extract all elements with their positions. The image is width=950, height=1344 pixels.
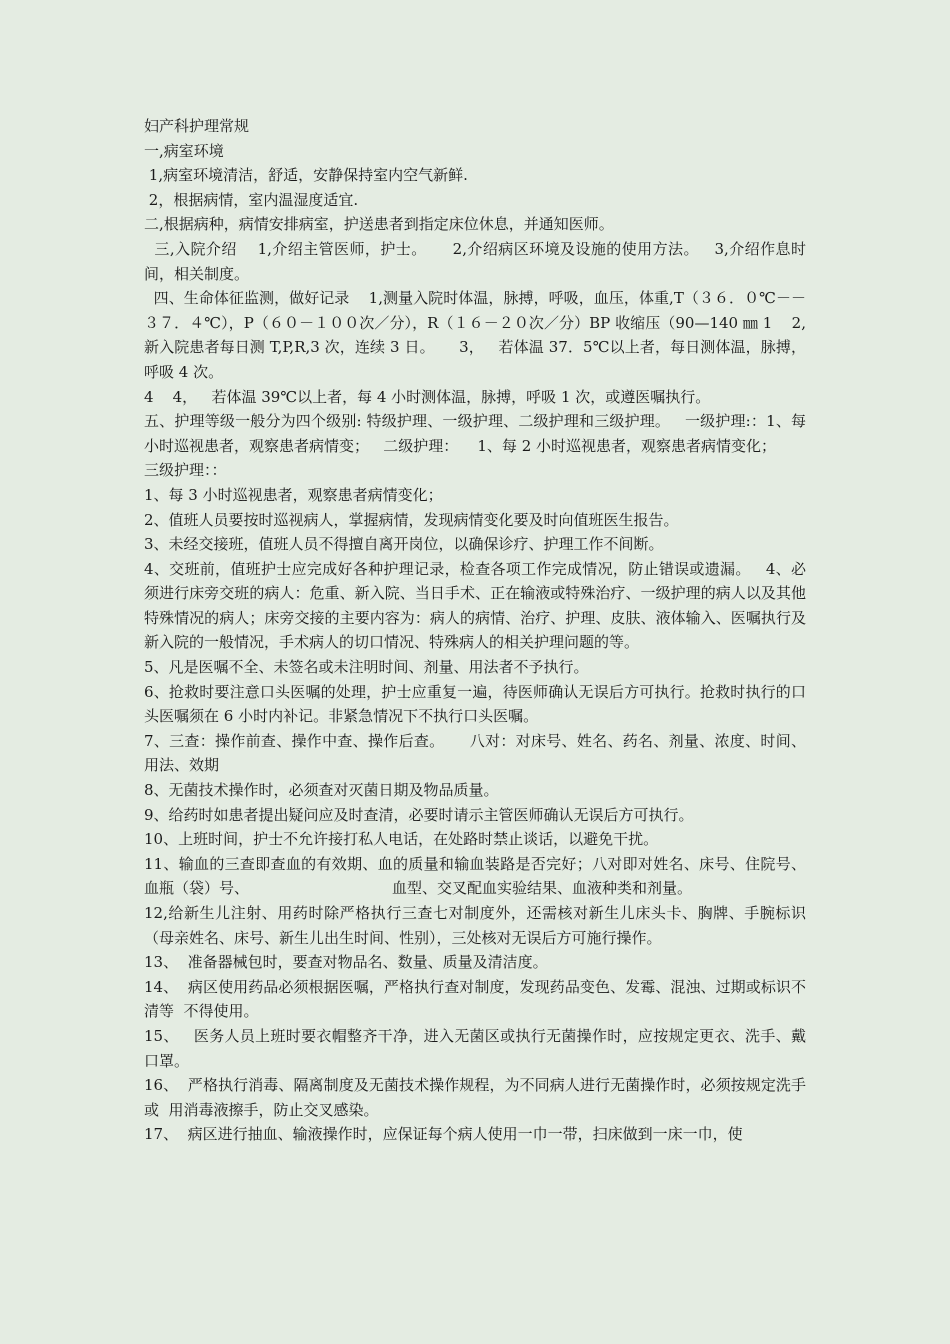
doc-title: 妇产科护理常规 bbox=[144, 117, 250, 135]
paragraph: 2，根据病情，室内温湿度适宜. bbox=[144, 190, 359, 209]
paragraph: 三,入院介绍 1,介绍主管医师，护士。 2,介绍病区环境及设施的使用方法。 3,介绍作息时间，相关制度。 bbox=[144, 239, 806, 283]
list-item: 17、 病区进行抽血、输液操作时，应保证每个病人使用一巾一带，扫床做到一床一巾，使 bbox=[144, 1125, 743, 1144]
list-item: 5、凡是医嘱不全、未签名或未注明时间、剂量、用法者不予执行。 bbox=[144, 658, 589, 677]
section-heading: 三级护理：： bbox=[144, 461, 227, 480]
list-item: 16、 严格执行消毒、隔离制度及无菌技术操作规程，为不同病人进行无菌操作时，必须按规定洗手或 用消毒液擦手，防止交叉感染。 bbox=[144, 1076, 806, 1119]
list-item: 2、值班人员要按时巡视病人，掌握病情，发现病情变化要及时向值班医生报告。 bbox=[144, 510, 679, 529]
document-body bbox=[144, 114, 806, 1147]
list-item: 11、输血的三查即查血的有效期、血的质量和输血装路是否完好；八对即对姓名、床号、住院号、血瓶（袋）号、 血型、交叉配血实验结果、血液种类和剂量。 bbox=[144, 854, 806, 898]
list-item: 3、未经交接班，值班人员不得擅自离开岗位，以确保诊疗、护理工作不间断。 bbox=[144, 535, 664, 554]
list-item: 12,给新生儿注射、用药时除严格执行三查七对制度外，还需核对新生儿床头卡、胸牌、手腕标识（母亲姓名、床号、新生儿出生时间、性别），三处核对无误后方可施行操作。 bbox=[144, 904, 806, 947]
section-heading: 一,病室环境 bbox=[144, 141, 224, 160]
paragraph: 1,病室环境清洁，舒适，安静保持室内空气新鲜. bbox=[144, 166, 468, 185]
list-item: 9、给药时如患者提出疑问应及时查清，必要时请示主管医师确认无误后方可执行。 bbox=[144, 805, 694, 824]
list-item: 8、无菌技术操作时，必须查对灭菌日期及物品质量。 bbox=[144, 781, 499, 800]
list-item: 7、三查：操作前查、操作中查、操作后查。 八对：对床号、姓名、药名、剂量、浓度、时间、用法、效期 bbox=[144, 731, 806, 775]
list-item: 10、上班时间，护士不允许接打私人电话，在处路时禁止谈话，以避免干扰。 bbox=[144, 830, 659, 849]
paragraph: 4 4， 若体温 39℃以上者，每 4 小时测体温，脉搏，呼吸 1 次，或遵医嘱执行。 bbox=[144, 387, 711, 406]
paragraph: 五、护理等级一般分为四个级别: 特级护理、一级护理、二级护理和三级护理。 一级护理:：1、每小时巡视患者，观察患者病情变； 二级护理： 1、每 2 小时巡视患者，观察患者病情变化； bbox=[144, 412, 806, 455]
list-item: 14、 病区使用药品必须根据医嘱，严格执行查对制度，发现药品变色、发霉、混浊、过期或标识不清等 不得使用。 bbox=[144, 977, 806, 1021]
paragraph: 二,根据病种，病情安排病室，护送患者到指定床位休息，并通知医师。 bbox=[144, 215, 614, 234]
paragraph: 四、生命体征监测，做好记录 1,测量入院时体温，脉搏，呼吸，血压，体重,T（３６．０℃－－３７．４℃），P（６０－１００次／分），R（１６－２０次／分）BP 收缩压（90—140 ㎜ 1 2,新入院患者每日测 T,P,R,3 次，连续 3 日。 3， 若体温 37．5℃以上者，每日测体温，脉搏，呼吸 4 次。 bbox=[144, 289, 806, 381]
list-item: 6、抢救时要注意口头医嘱的处理，护士应重复一遍，待医师确认无误后方可执行。抢救时执行的口头医嘱须在 6 小时内补记。非紧急情况下不执行口头医嘱。 bbox=[144, 682, 806, 726]
list-item: 15、 医务人员上班时要衣帽整齐干净，进入无菌区或执行无菌操作时，应按规定更衣、洗手、戴口罩。 bbox=[144, 1026, 806, 1070]
list-item: 13、 准备器械包时，要查对物品名、数量、质量及清洁度。 bbox=[144, 953, 548, 972]
list-item: 1、每 3 小时巡视患者，观察患者病情变化； bbox=[144, 485, 443, 504]
list-item: 4、交班前，值班护士应完成好各种护理记录，检查各项工作完成情况，防止错误或遗漏。 4、必须进行床旁交班的病人：危重、新入院、当日手术、正在输液或特殊治疗、一级护理的病人以及其他特殊情况的病人；床旁交接的主要内容为：病人的病情、治疗、护理、皮肤、液体输入、医嘱执行及新入院的一般情况，手术病人的切口情况、特殊病人的相关护理问题的等。 bbox=[144, 559, 806, 652]
